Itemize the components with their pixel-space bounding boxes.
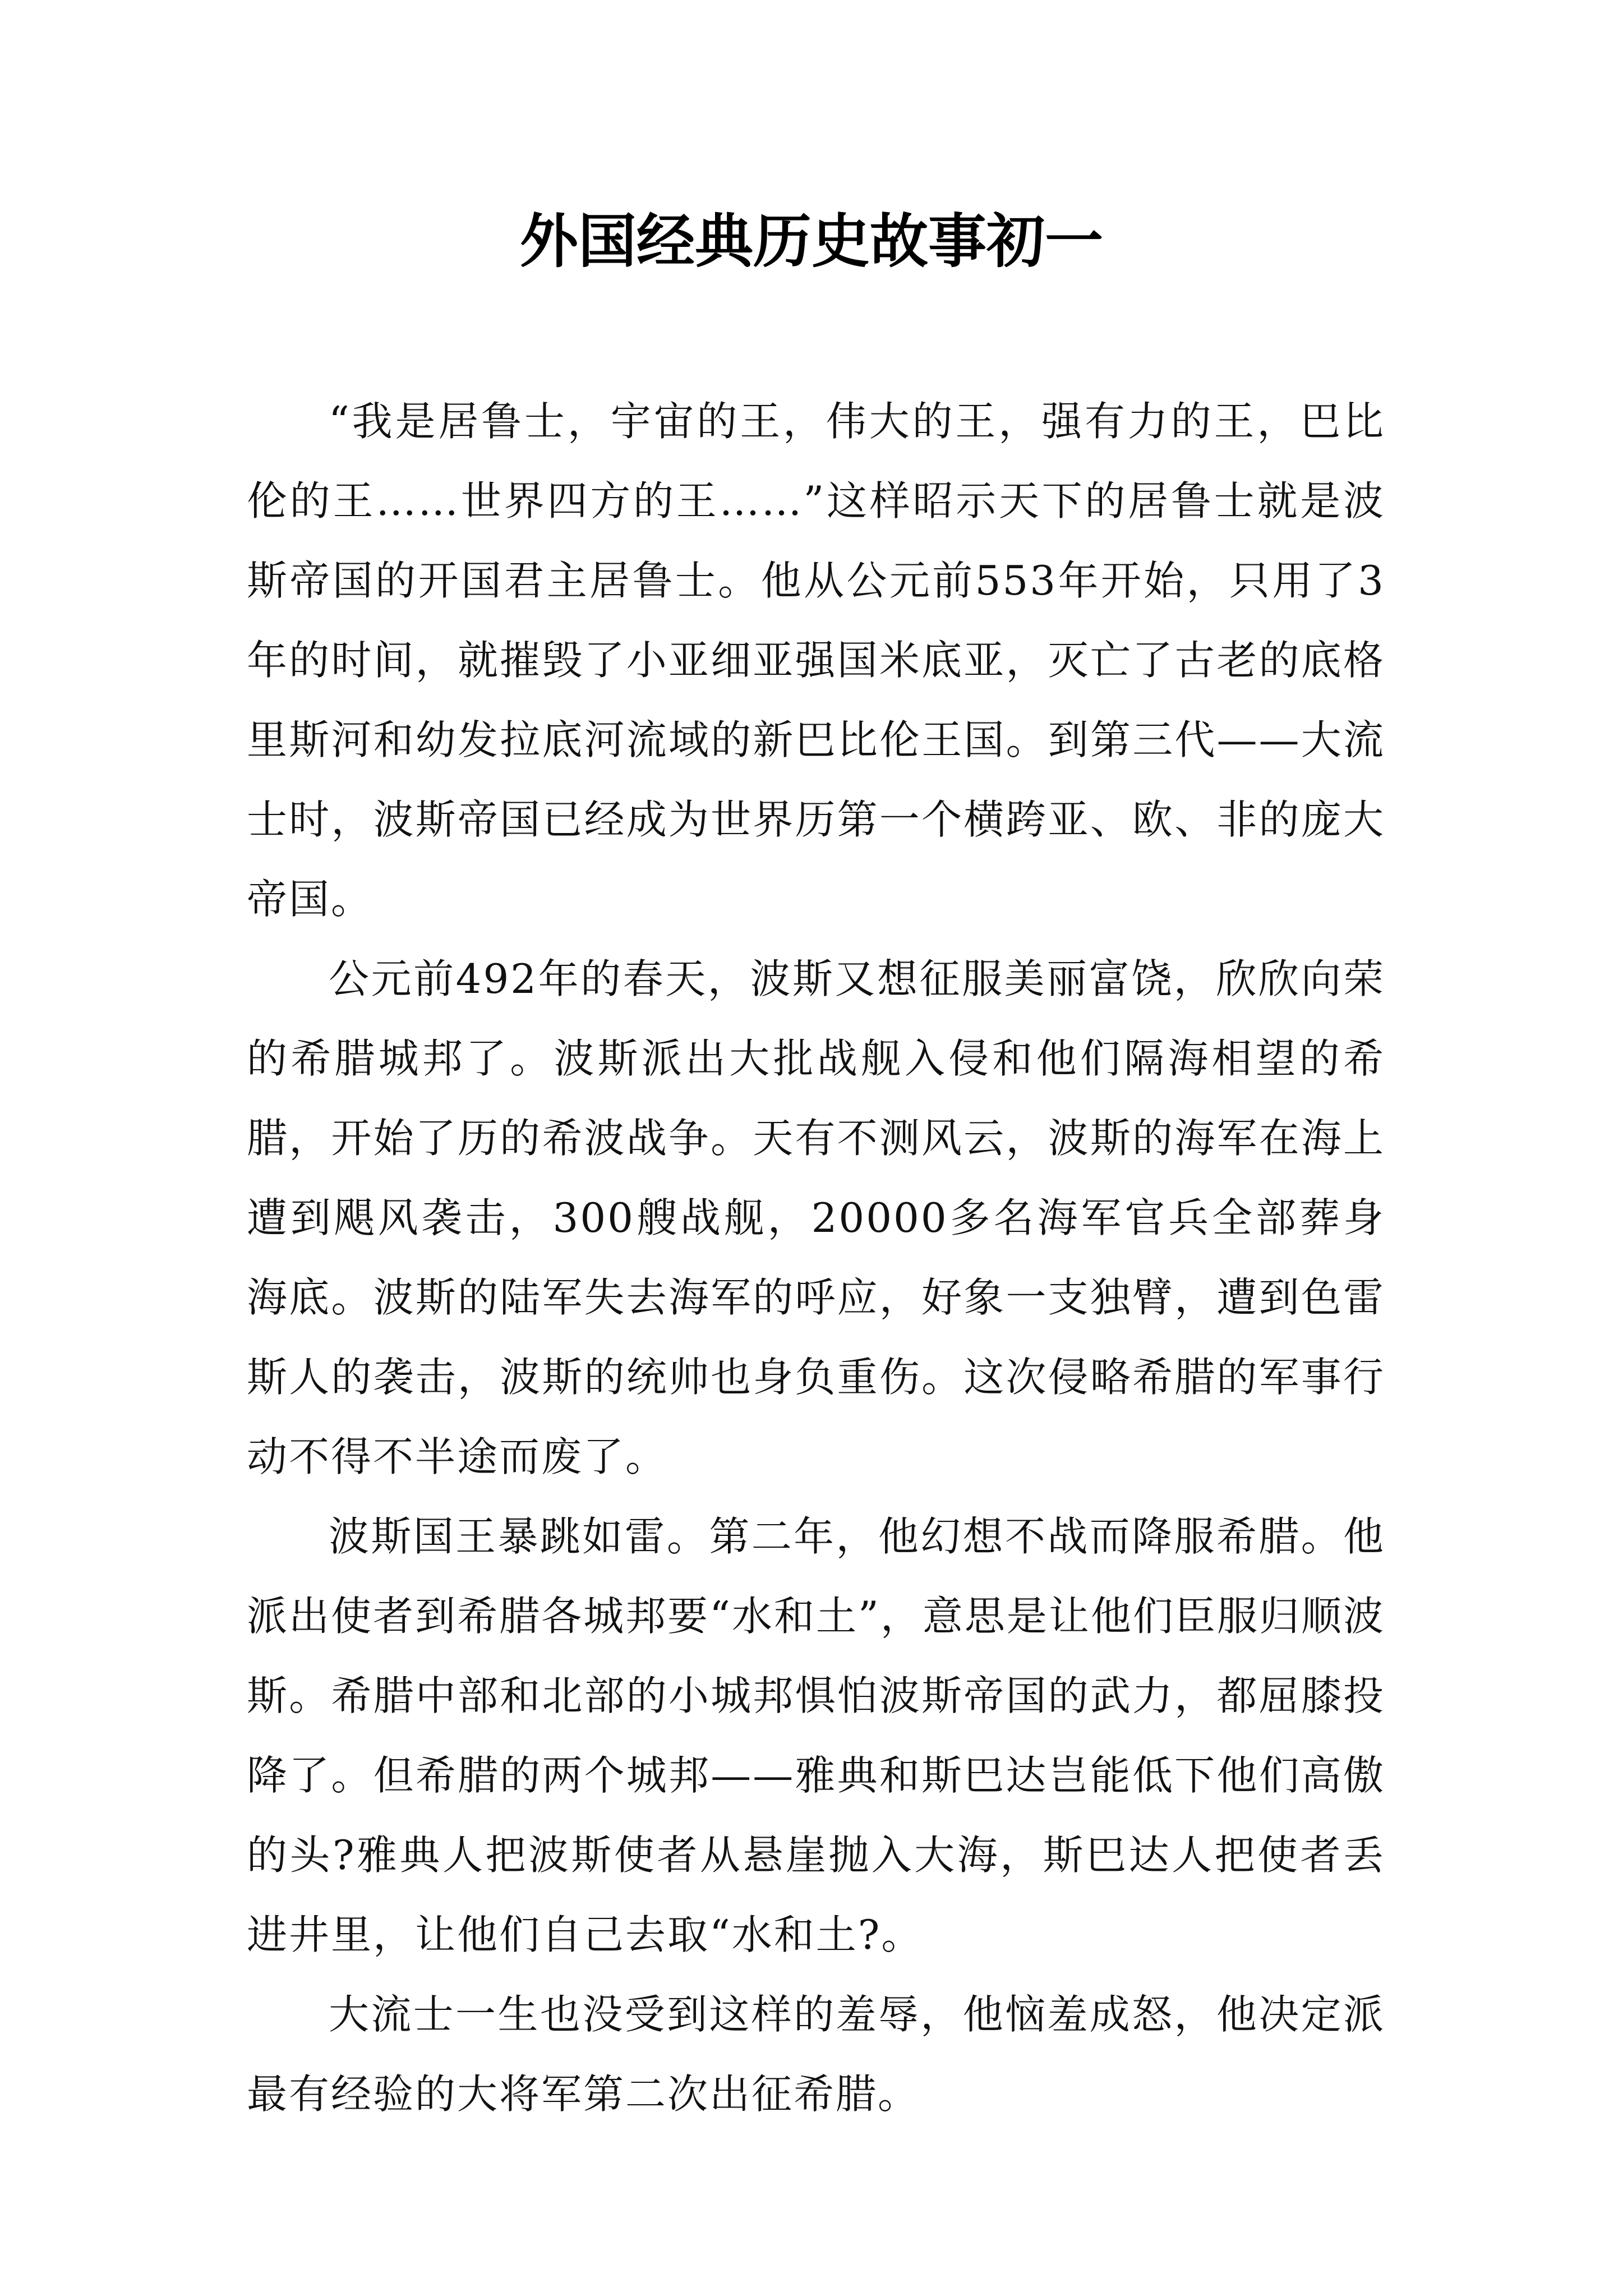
- paragraph-2: 公元前492年的春天，波斯又想征服美丽富饶，欣欣向荣的希腊城邦了。波斯派出大批战舰入侵和他们隔海相望的希腊，开始了历的希波战争。天有不测风云，波斯的海军在海上遭到飓风袭击，300艘战舰，20000多名海军官兵全部葬身海底。波斯的陆军失去海军的呼应，好象一支独臂，遭到色雷斯人的袭击，波斯的统帅也身负重伤。这次侵略希腊的军事行动不得不半途而废了。: [247, 955, 1385, 1480]
- paragraph-3: 波斯国王暴跳如雷。第二年，他幻想不战而降服希腊。他派出使者到希腊各城邦要“水和土”，意思是让他们臣服归顺波斯。希腊中部和北部的小城邦惧怕波斯帝国的武力，都屈膝投降了。但希腊的两个城邦——雅典和斯巴达岂能低下他们高傲的头?雅典人把波斯使者从悬崖抛入大海，斯巴达人把使者丢进井里，让他们自己去取“水和土?。: [247, 1513, 1385, 1958]
- paragraph-1: “我是居鲁士，宇宙的王，伟大的王，强有力的王，巴比伦的王……世界四方的王……”这样昭示天下的居鲁士就是波斯帝国的开国君主居鲁士。他从公元前553年开始，只用了3年的时间，就摧毁了小亚细亚强国米底亚，灭亡了古老的底格里斯河和幼发拉底河流域的新巴比伦王国。到第三代——大流士时，波斯帝国已经成为世界历第一个横跨亚、欧、非的庞大帝国。: [247, 398, 1385, 923]
- document-title: 外国经典历史故事初一: [519, 206, 1103, 275]
- paragraph-4: 大流士一生也没受到这样的羞辱，他恼羞成怒，他决定派最有经验的大将军第二次出征希腊。: [247, 1991, 1385, 2118]
- document-body: [247, 381, 1385, 2134]
